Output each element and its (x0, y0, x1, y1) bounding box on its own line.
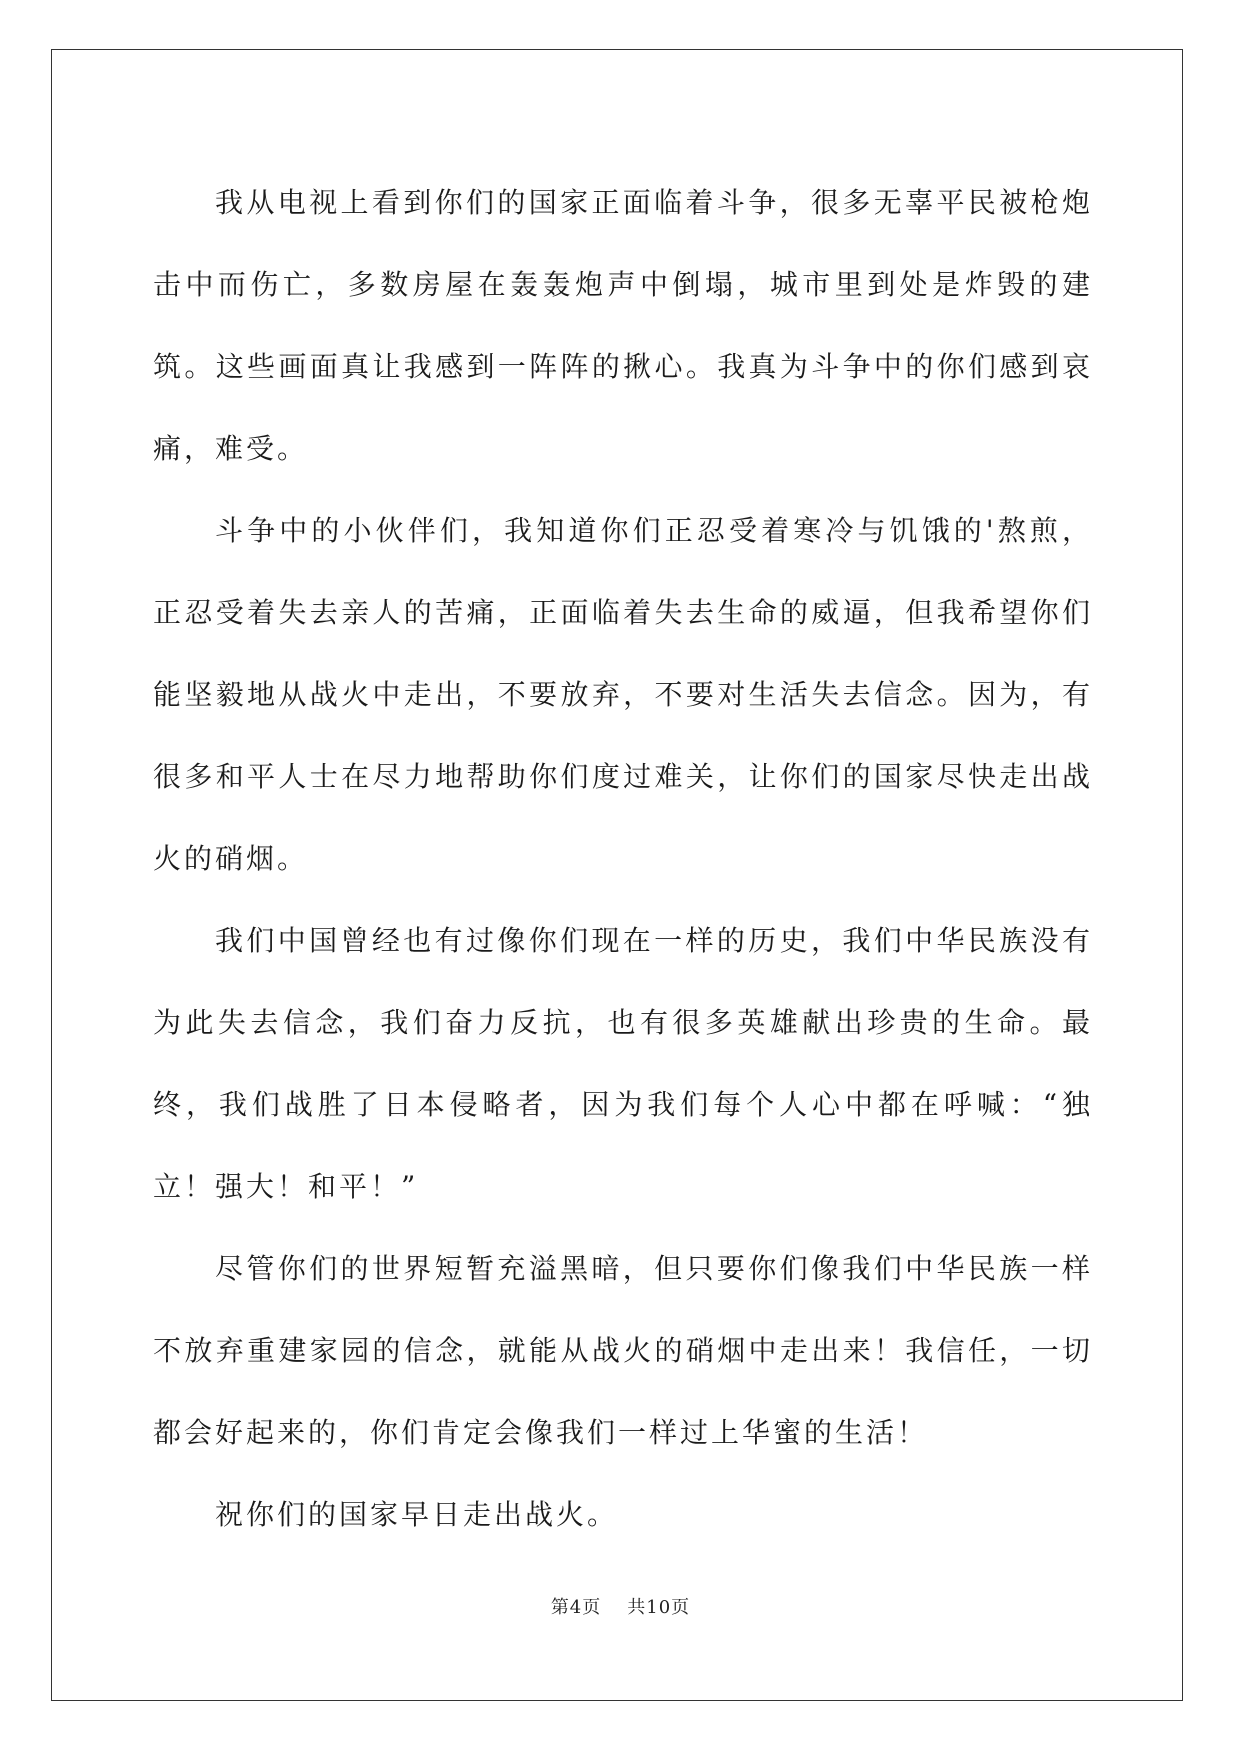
paragraph: 我从电视上看到你们的国家正面临着斗争，很多无辜平民被枪炮击中而伤亡，多数房屋在轰轰炮声中倒塌，城市里到处是炸毁的建筑。这些画面真让我感到一阵阵的揪心。我真为斗争中的你们感到哀痛，难受。 (153, 186, 1093, 465)
total-pages-label: 共10页 (627, 1597, 691, 1618)
page-footer (0, 1593, 1241, 1619)
current-page-label: 第4页 (550, 1597, 602, 1618)
paragraph: 尽管你们的世界短暂充溢黑暗，但只要你们像我们中华民族一样不放弃重建家园的信念，就能从战火的硝烟中走出来！我信任，一切都会好起来的，你们肯定会像我们一样过上华蜜的生活！ (153, 1252, 1093, 1449)
paragraph: 斗争中的小伙伴们，我知道你们正忍受着寒冷与饥饿的'熬煎，正忍受着失去亲人的苦痛，正面临着失去生命的威逼，但我希望你们能坚毅地从战火中走出，不要放弃，不要对生活失去信念。因为，有很多和平人士在尽力地帮助你们度过难关，让你们的国家尽快走出战火的硝烟。 (153, 514, 1093, 875)
paragraph: 我们中国曾经也有过像你们现在一样的历史，我们中华民族没有为此失去信念，我们奋力反抗，也有很多英雄献出珍贵的生命。最终，我们战胜了日本侵略者，因为我们每个人心中都在呼喊：“独立！强大！和平！” (153, 924, 1093, 1203)
paragraph: 祝你们的国家早日走出战火。 (215, 1498, 619, 1531)
document-body (153, 162, 1093, 1556)
